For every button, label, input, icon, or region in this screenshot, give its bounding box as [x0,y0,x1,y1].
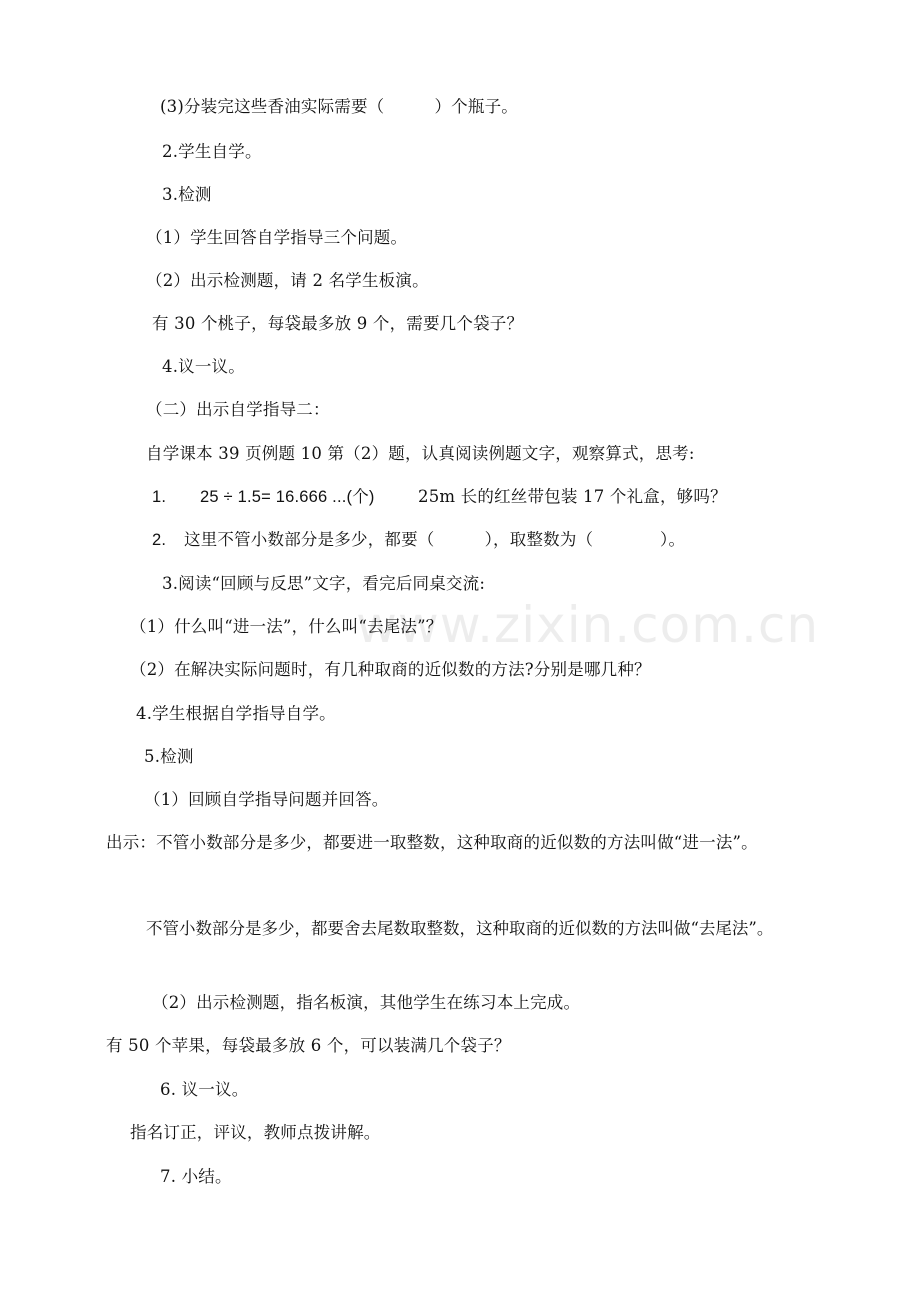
text-line: （二）出示自学指导二： [146,400,330,419]
text-line: (3)分装完这些香油实际需要（ ）个瓶子。 [160,97,518,116]
text-line: （2）出示检测题，请 2 名学生板演。 [146,271,429,290]
text-line: 3.检测 [162,185,212,204]
text-line: 指名订正，评议，教师点拨讲解。 [130,1123,381,1142]
text-line: 5.检测 [144,747,194,766]
text-line: 3.阅读“回顾与反思”文字，看完后同桌交流: [162,574,486,593]
text-line: （1）什么叫“进一法”，什么叫“去尾法”？ [130,617,443,636]
text-line: 有 30 个桃子，每袋最多放 9 个，需要几个袋子？ [152,314,524,333]
text-line: 4.议一议。 [162,357,245,376]
text-paragraph: 不管小数部分是多少，都要舍去尾数取整数，这种取商的近似数的方法叫做“去尾法”。 [146,919,774,938]
text-line: 有 50 个苹果，每袋最多放 6 个，可以装满几个袋子？ [106,1036,511,1055]
formula: 25 ÷ 1.5= 16.666 ...(个) [200,488,375,506]
text-line: （2）出示检测题，指名板演，其他学生在练习本上完成。 [152,993,581,1012]
list-item [152,529,685,551]
list-item-number: 2. [152,531,167,549]
watermark: www.zixin.com.cn [356,596,820,654]
text-line: 7. 小结。 [160,1167,232,1186]
list-item [152,486,727,508]
list-item-text: 这里不管小数部分是多少，都要（ ），取整数为（ ）。 [184,530,686,549]
text-line: （1）回顾自学指导问题并回答。 [144,790,389,809]
text-line: （2）在解决实际问题时，有几种取商的近似数的方法?分别是哪几种？ [130,660,651,679]
text-line: 6. 议一议。 [160,1080,249,1099]
list-item-text: 25m 长的红丝带包装 17 个礼盒，够吗？ [418,487,727,506]
text-line: 4.学生根据自学指导自学。 [136,704,336,723]
text-line: 出示：不管小数部分是多少，都要进一取整数，这种取商的近似数的方法叫做“进一法”。 [106,833,758,852]
text-line: 2.学生自学。 [162,142,262,161]
text-line: （1）学生回答自学指导三个问题。 [146,228,408,247]
list-item-number: 1. [152,488,167,506]
text-line: 自学课本 39 页例题 10 第（2）题，认真阅读例题文字，观察算式，思考: [146,444,695,463]
